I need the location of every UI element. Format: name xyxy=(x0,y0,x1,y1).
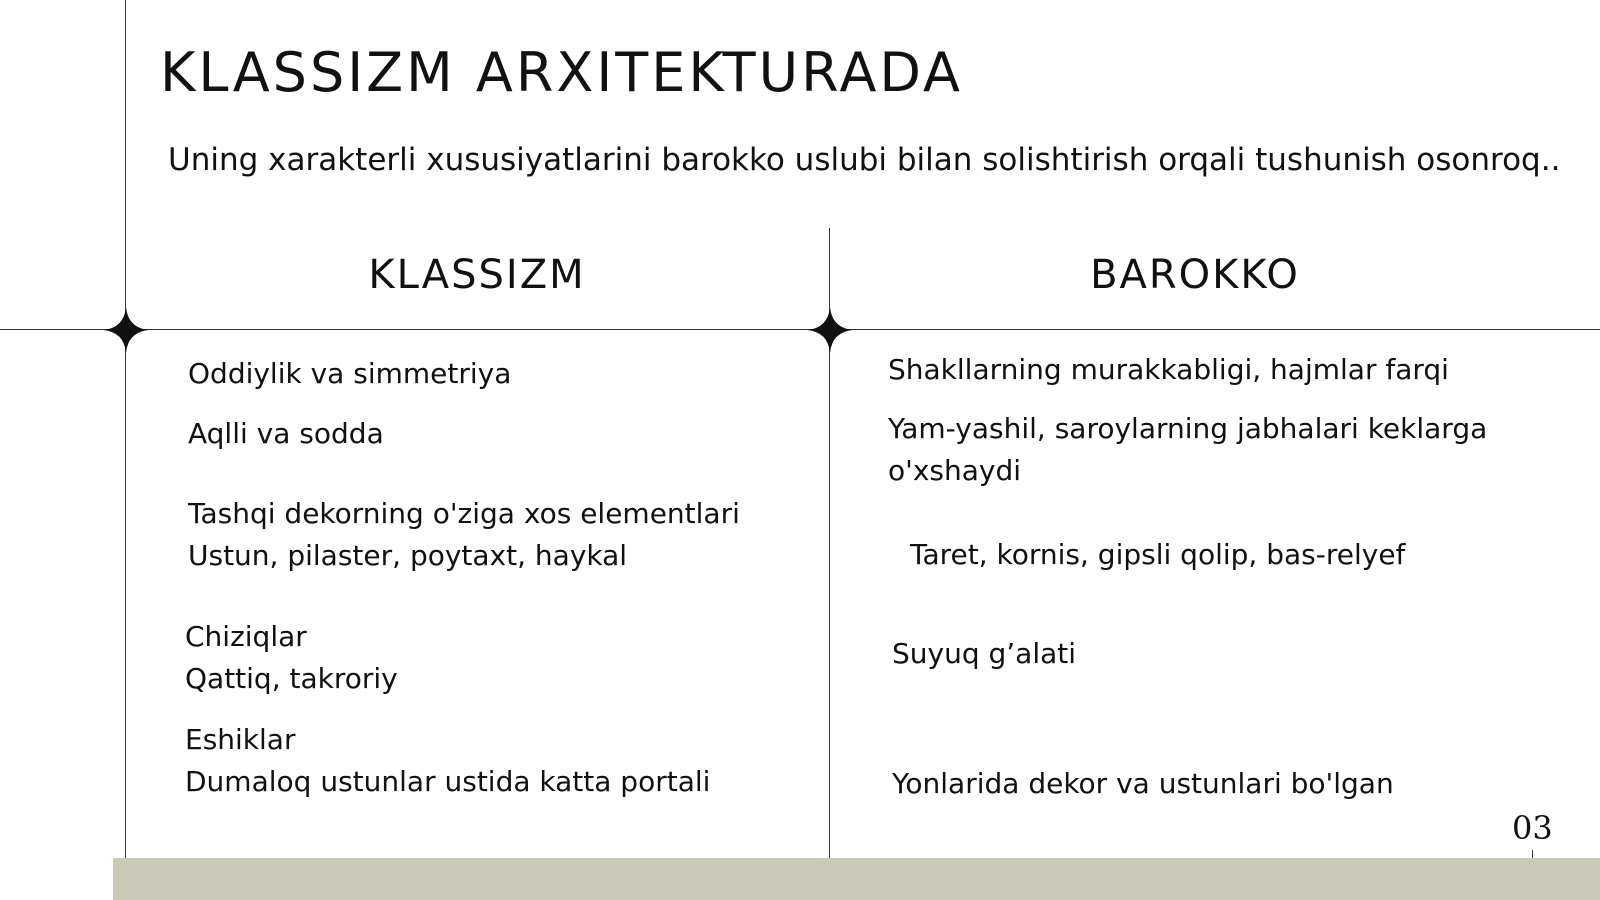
barokko-item xyxy=(910,534,1405,576)
item-line: Yam-yashil, saroylarning jabhalari keklarga xyxy=(888,412,1488,445)
item-line: Ustun, pilaster, poytaxt, haykal xyxy=(188,539,628,572)
item-line: Dumaloq ustunlar ustida katta portali xyxy=(185,765,711,798)
klassizm-item xyxy=(185,719,710,803)
item-line: Shakllarning murakkabligi, hajmlar farqi xyxy=(888,353,1449,386)
column-heading-klassizm: KLASSIZM xyxy=(368,252,586,298)
barokko-item xyxy=(892,763,1394,805)
four-point-star-icon-left xyxy=(103,307,149,353)
barokko-item xyxy=(892,633,1076,675)
item-line: Yonlarida dekor va ustunlari bo'lgan xyxy=(892,767,1394,800)
item-line: Oddiylik va simmetriya xyxy=(188,357,512,390)
page-number: 03 xyxy=(1512,809,1553,847)
item-line: Tashqi dekorning o'ziga xos elementlari xyxy=(188,497,740,530)
barokko-item xyxy=(888,349,1449,391)
footer-band xyxy=(113,858,1600,900)
item-line: Aqlli va sodda xyxy=(188,417,384,450)
horizontal-divider xyxy=(0,329,1600,330)
page-subtitle: Uning xarakterli xususiyatlarini barokko uslubi bilan solishtirish orqali tushunish osonroq.. xyxy=(168,142,1561,178)
klassizm-item xyxy=(185,616,398,700)
item-line: o'xshaydi xyxy=(888,454,1022,487)
item-line: Qattiq, takroriy xyxy=(185,662,398,695)
item-line: Eshiklar xyxy=(185,723,296,756)
item-line: Taret, kornis, gipsli qolip, bas-relyef xyxy=(910,538,1406,571)
page-title: KLASSIZM ARXITEKTURADA xyxy=(160,41,963,104)
item-line: Chiziqlar xyxy=(185,620,307,653)
klassizm-item xyxy=(188,353,511,395)
klassizm-item xyxy=(188,493,740,577)
barokko-item xyxy=(888,408,1487,492)
four-point-star-icon-center xyxy=(807,307,853,353)
klassizm-item xyxy=(188,413,384,455)
column-heading-barokko: BAROKKO xyxy=(1090,252,1300,298)
item-line: Suyuq g’alati xyxy=(892,637,1077,670)
left-vertical-divider xyxy=(125,0,126,900)
